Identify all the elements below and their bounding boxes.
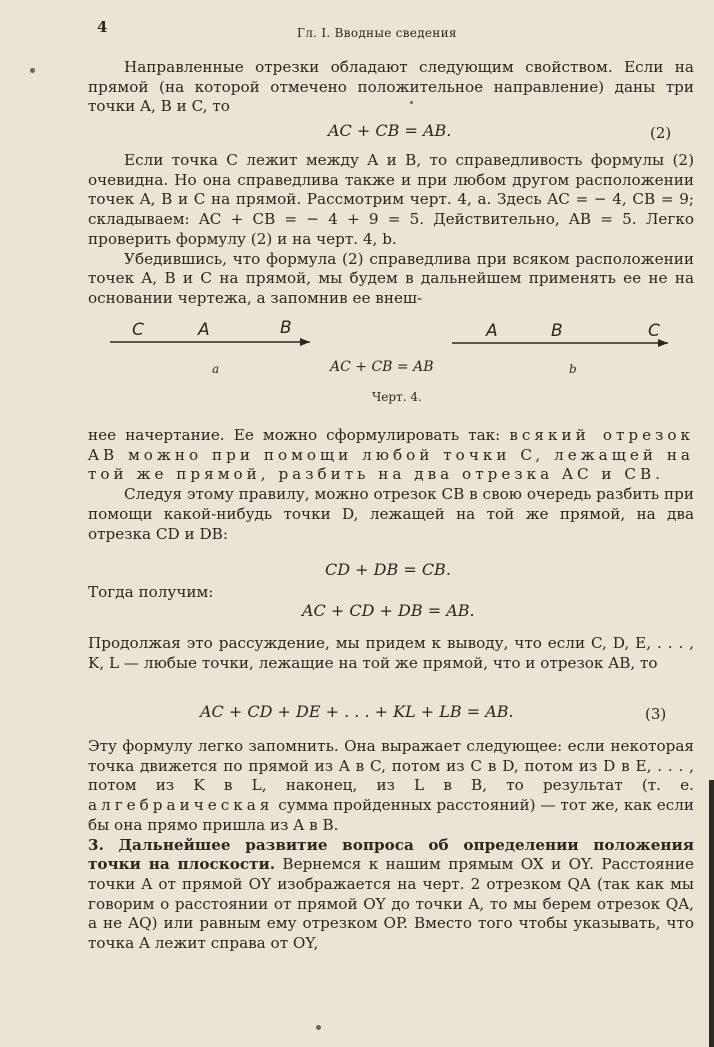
figure-sublabel-a: a <box>212 362 220 376</box>
figure-a-arrowhead <box>300 338 310 346</box>
paragraph-7-spaced-word: алгебраическая <box>88 796 274 815</box>
equation-number-2: (2) <box>650 124 672 142</box>
figure-b-label-c: C <box>648 321 660 341</box>
paragraph-8-text: Вернемся к нашим прямым OX и OY. Расстояние точки A от прямой OY изображается на черт. 2 отрезком QA (так как мы говорим о расстоянии от прямой OY до точки A, то мы берем отрезок QA, а не AQ) или равным ему отрезком OP. Вместо того чтобы указывать, что точка A лежит справа от OY, <box>88 855 694 953</box>
paragraph-4-lead: нее начертание. Ее можно сформулировать так: <box>88 426 510 444</box>
figure-a-label-b: B <box>280 318 292 338</box>
paragraph-2: Если точка C лежит между A и B, то справедливость формулы (2) очевидна. Но она справедлива также и при любом другом расположении точек A, B и C на прямой. Рассмотрим черт. 4, a. Здесь AC = − 4, CB = 9; складываем: AC + CB = − 4 + 9 = 5. Действительно, AB = 5. Легко проверить формулу (2) и на черт. 4, b. <box>88 151 694 248</box>
section-3-heading: 3. Дальнейшее развитие вопроса об определении положения точки на плоскости. <box>88 835 694 874</box>
paragraph-4-spaced-rule: всякий отрезок AB можно при помощи любой точки C, лежащей на той же прямой, разбить на два отрезка AC и CB. <box>88 426 695 484</box>
equation-number-3: (3) <box>645 705 667 723</box>
print-speck <box>410 101 413 104</box>
paragraph-4 <box>88 426 694 485</box>
paragraph-4-5-block <box>88 426 694 544</box>
print-speck <box>30 68 35 73</box>
paragraph-3: Убедившись, что формула (2) справедлива при всяком расположении точек A, B и C на прямой, мы будем в дальнейшем применять ее не на основании чертежа, а запомнив ее внеш- <box>88 249 694 307</box>
paragraph-5: Следуя этому правилу, можно отрезок CB в свою очередь разбить при помощи какой-нибудь точки D, лежащей на той же прямой, на два отрезка CD и DB: <box>88 485 694 543</box>
figure-a-label-c: C <box>132 320 144 340</box>
paragraph-7-tail: сумма пройденных расстояний) — тот же, как если бы она прямо пришла из A в B. <box>88 796 694 834</box>
formula-cd-db: CD + DB = CB. <box>325 560 451 579</box>
paragraph-8 <box>88 836 694 954</box>
paragraph-7-lead: Эту формулу легко запомнить. Она выражает следующее: если некоторая точка движется по прямой из A в C, потом из C в D, потом из D в E, . . . , потом из K в L, наконец, из L в B, то результат (т. е. <box>88 737 694 795</box>
figure-sublabel-b: b <box>569 362 577 376</box>
paragraph-6-block <box>88 634 694 673</box>
paragraph-7 <box>88 737 694 836</box>
running-head: Гл. I. Вводные сведения <box>297 26 457 40</box>
figure-b-label-b: B <box>551 321 563 341</box>
page-edge-shadow <box>709 780 714 1047</box>
figure-formula: AC + CB = AB <box>330 359 434 375</box>
paragraph-7-8-block <box>88 737 694 954</box>
formula-2: AC + CB = AB. <box>328 121 452 140</box>
print-speck <box>316 1025 321 1030</box>
figure-a-label-a: A <box>198 320 210 340</box>
formula-3: AC + CD + DE + . . . + KL + LB = AB. <box>200 702 514 721</box>
then-text: Тогда получим: <box>88 583 214 601</box>
then-block <box>88 583 694 603</box>
figure-caption: Черт. 4. <box>372 390 422 404</box>
formula-ac-cd-db: AC + CD + DB = AB. <box>302 601 475 620</box>
paragraph-6: Продолжая это рассуждение, мы придем к выводу, что если C, D, E, . . . , K, L — любые точки, лежащие на той же прямой, что и отрезок AB, то <box>88 634 694 672</box>
page-number: 4 <box>97 18 108 36</box>
figure-b-label-a: A <box>486 321 498 341</box>
paragraph-1: Направленные отрезки обладают следующим свойством. Если на прямой (на которой отмечено положительное направление) даны три точки A, B и C, то <box>88 58 694 116</box>
